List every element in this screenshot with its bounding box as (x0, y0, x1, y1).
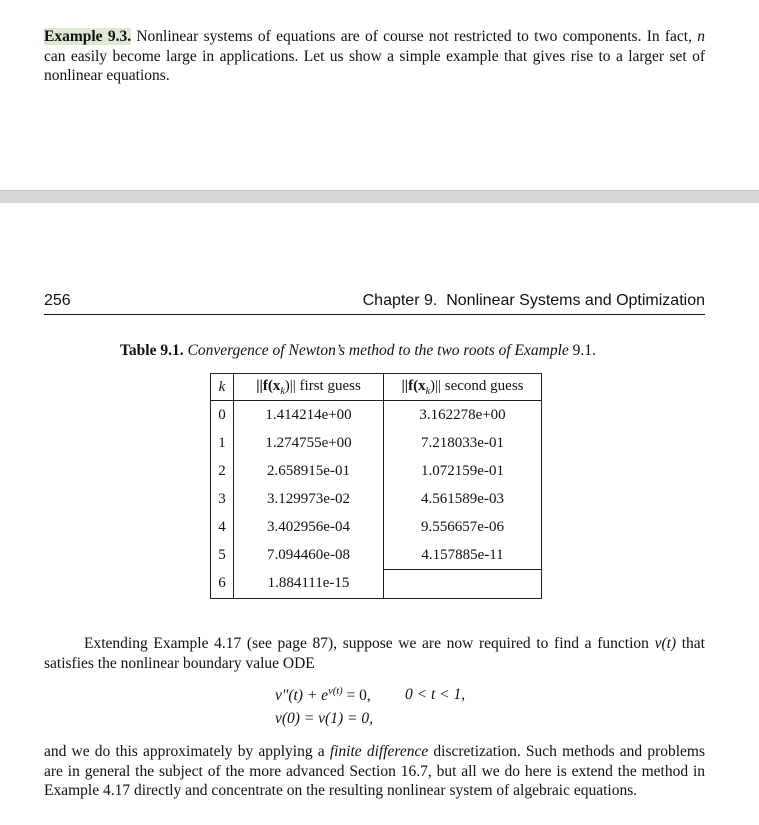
table-row (211, 401, 542, 430)
header-first-tail: )|| first guess (284, 377, 361, 394)
row-second: 3.162278e+00 (384, 401, 542, 430)
row-second: 7.218033e-01 (384, 429, 542, 457)
intro-text-1: Extending Example 4.17 (see page 87), suppose we are now required to find a function (84, 635, 655, 652)
eq1-lhs: v″(t) + e (275, 687, 329, 704)
row-k: 6 (211, 570, 234, 599)
table-row (211, 541, 542, 570)
header-second-sub: k (425, 385, 431, 397)
row-first: 2.658915e-01 (234, 457, 384, 485)
example-text-2: can easily become large in applications. Let us show a simple example that gives rise to a larger set of nonlinear equations. (44, 47, 705, 84)
equation-ode (275, 686, 371, 705)
row-first: 1.274755e+00 (234, 429, 384, 457)
discretization-paragraph (44, 742, 705, 801)
n-variable: n (697, 28, 705, 45)
table-header-row (211, 374, 542, 401)
header-first-guess (234, 374, 384, 401)
row-k: 5 (211, 541, 234, 570)
page-number: 256 (44, 292, 71, 309)
chapter-title: Chapter 9. Nonlinear Systems and Optimization (362, 292, 705, 309)
row-second: 4.157885e-11 (384, 541, 542, 570)
para2-italic: finite difference (329, 743, 429, 760)
convergence-table-wrapper (210, 373, 542, 599)
example-paragraph (44, 27, 705, 86)
row-first: 1.414214e+00 (234, 401, 384, 430)
row-first: 1.884111e-15 (234, 570, 384, 599)
header-second-norm: ||f(x (401, 377, 426, 394)
intro-text-2: that satisfies the nonlinear boundary value ODE (44, 635, 705, 672)
header-second-guess (384, 374, 542, 401)
row-first: 3.129973e-02 (234, 485, 384, 513)
equation-boundary: v(0) = v(1) = 0, (275, 710, 373, 727)
table-row (211, 570, 542, 599)
table-row (211, 457, 542, 485)
para2-text-2: discretization. Such methods and problems are in general the subject of the more advanced Section 16.7, but all we do here is extend the method in Example 4.17 directly and concentrate on the resulting nonlinear system of algebraic equations. (44, 743, 706, 799)
para2-text-1: and we do this approximately by applying a (44, 743, 330, 760)
row-k: 3 (211, 485, 234, 513)
header-first-sub: k (280, 385, 285, 397)
eq1-exponent: v(t) (328, 686, 343, 697)
row-second: 9.556657e-06 (384, 513, 542, 541)
table-row (211, 485, 542, 513)
header-rule (44, 314, 705, 315)
table-row (211, 429, 542, 457)
table-row (211, 513, 542, 541)
row-k: 4 (211, 513, 234, 541)
intro-paragraph (44, 634, 705, 673)
example-label: Example 9.3. (44, 28, 132, 45)
table-caption-ref: 9.1. (572, 342, 596, 359)
example-text-1: Nonlinear systems of equations are of course not restricted to two components. In fact, (131, 28, 698, 45)
header-k: k (211, 374, 234, 401)
row-k: 1 (211, 429, 234, 457)
header-first-norm: ||f(x (256, 377, 281, 394)
row-k: 2 (211, 457, 234, 485)
row-second (384, 570, 542, 599)
page-separator (0, 190, 759, 203)
row-first: 7.094460e-08 (234, 541, 384, 570)
table-caption (120, 342, 596, 360)
convergence-table (210, 373, 542, 599)
row-second: 4.561589e-03 (384, 485, 542, 513)
row-second: 1.072159e-01 (384, 457, 542, 485)
row-first: 3.402956e-04 (234, 513, 384, 541)
table-label: Table 9.1. (120, 342, 184, 359)
row-k: 0 (211, 401, 234, 430)
header-second-tail: )|| second guess (430, 377, 524, 394)
intro-function: v(t) (654, 635, 677, 652)
table-caption-text: Convergence of Newton’s method to the two roots of Example (183, 342, 573, 359)
equation-domain: 0 < t < 1, (405, 686, 466, 703)
eq1-rhs: = 0, (342, 687, 371, 704)
